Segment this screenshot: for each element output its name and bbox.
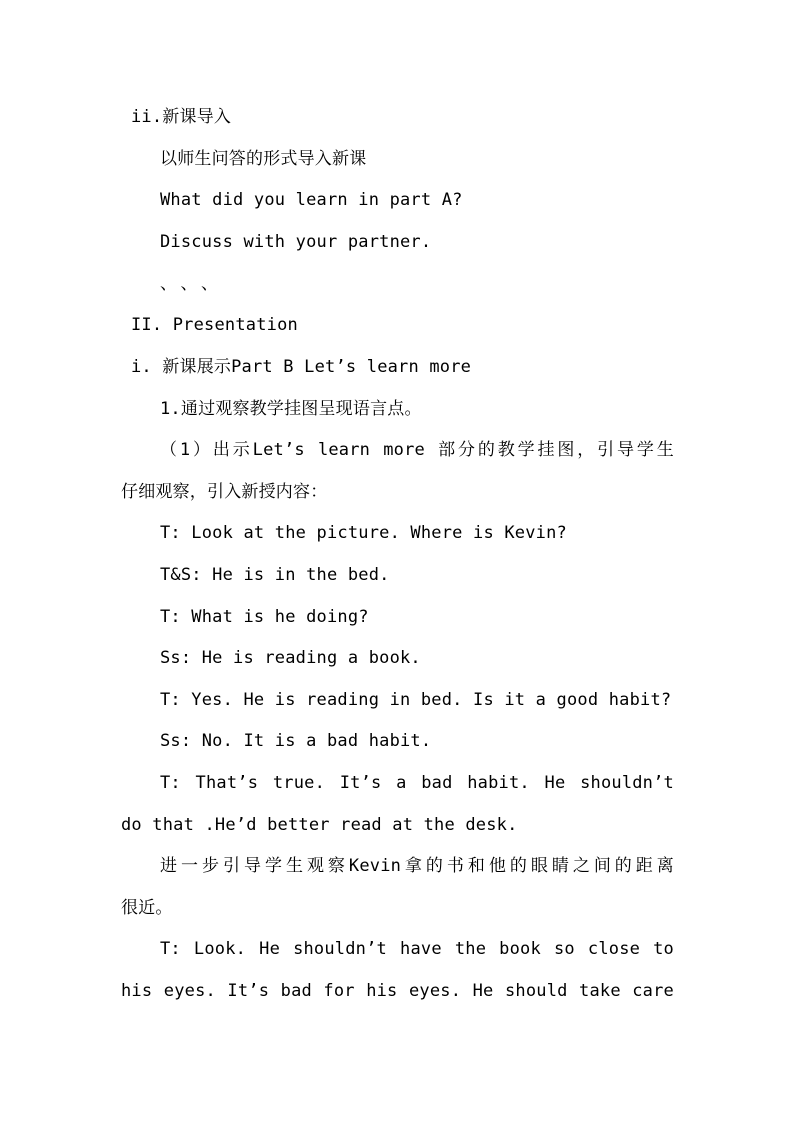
dialogue-line: T: What is he doing? — [160, 607, 369, 627]
dialogue-line: do that .He’d better read at the desk. — [121, 815, 518, 835]
dialogue-line: T&S: He is in the bed. — [160, 565, 390, 585]
dialogue-line: What did you learn in part A? — [160, 190, 463, 210]
dialogue-line: T: Look at the picture. Where is Kevin? — [160, 523, 567, 543]
paragraph-line: 很近。 — [121, 898, 173, 918]
paragraph-line: 以师生问答的形式导入新课 — [160, 149, 367, 169]
ellipsis-marks: 、、、 — [160, 274, 230, 294]
dialogue-line: his eyes. It’s bad for his eyes. He should take care — [121, 981, 674, 1001]
paragraph-line: 仔细观察，引入新授内容： — [121, 482, 328, 502]
dialogue-line: T: Look. He shouldn’t have the book so close to — [160, 939, 674, 959]
paragraph-line: 1.通过观察教学挂图呈现语言点。 — [160, 399, 422, 419]
dialogue-line: T: Yes. He is reading in bed. Is it a good habit? — [160, 690, 672, 710]
paragraph-line: 进一步引导学生观察Kevin拿的书和他的眼睛之间的距离 — [160, 856, 674, 876]
section-heading-new-lesson-intro: ii.新课导入 — [131, 107, 232, 127]
subsection-heading: i. 新课展示Part B Let’s learn more — [131, 357, 472, 377]
section-heading-presentation: II. Presentation — [131, 315, 298, 335]
dialogue-line: Ss: He is reading a book. — [160, 648, 421, 668]
dialogue-line: Ss: No. It is a bad habit. — [160, 731, 432, 751]
paragraph-line: （1）出示Let’s learn more 部分的教学挂图，引导学生 — [160, 440, 674, 460]
dialogue-line: Discuss with your partner. — [160, 232, 432, 252]
dialogue-line: T: That’s true. It’s a bad habit. He shouldn’t — [160, 773, 674, 793]
